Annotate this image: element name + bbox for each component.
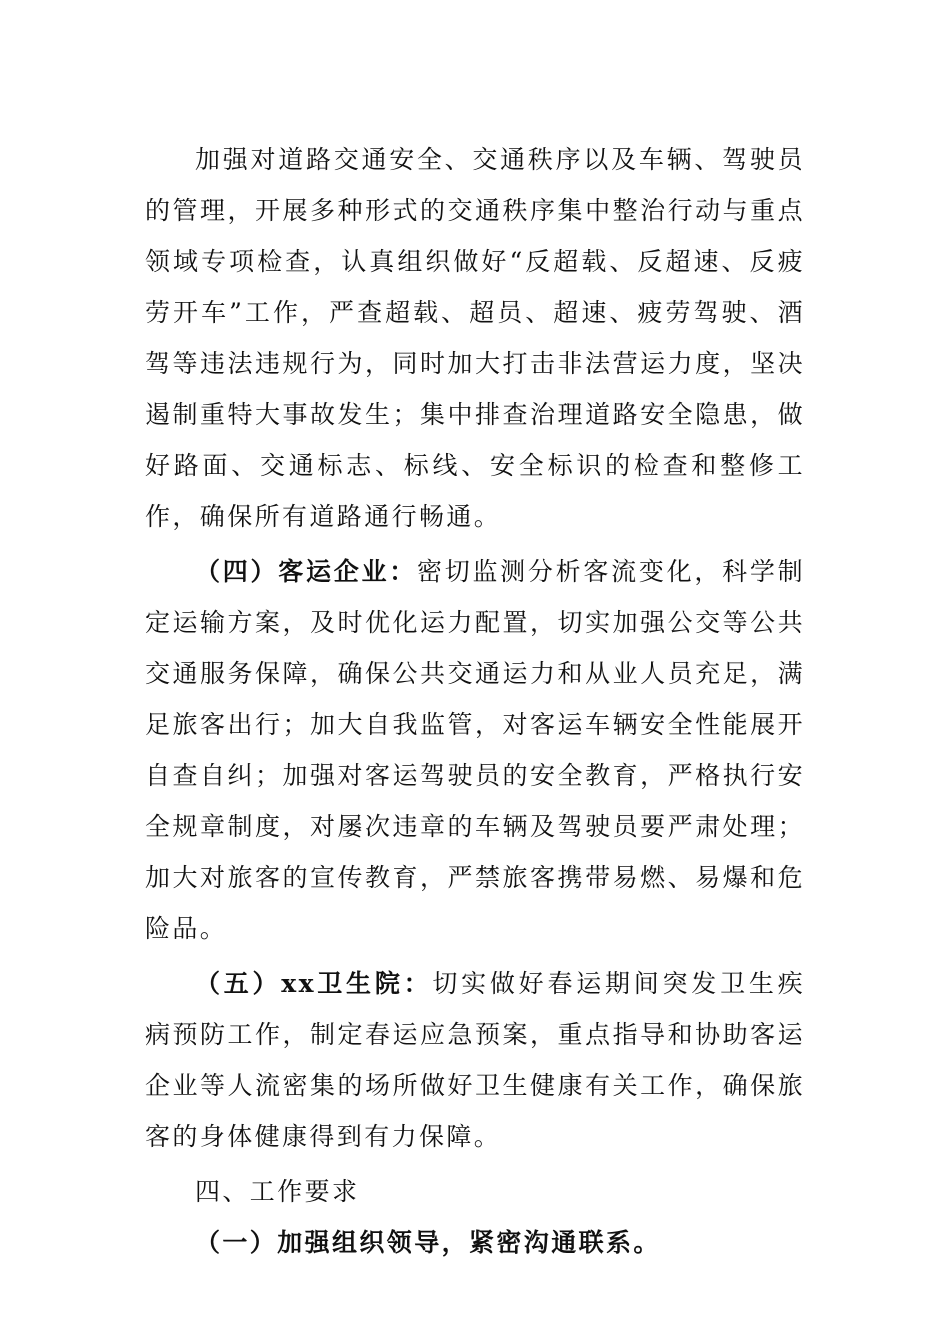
- paragraph-text: 切实做好春运期间突发卫生疾病预防工作，制定春运应急预案，重点指导和协助客运企业等人流密集的场所做好卫生健康有关工作，确保旅客的身体健康得到有力保障。: [145, 969, 806, 1151]
- paragraph-passenger-transport: [145, 546, 805, 954]
- paragraph-health-center: [145, 958, 805, 1162]
- paragraph-text: 加强对道路交通安全、交通秩序以及车辆、驾驶员的管理，开展多种形式的交通秩序集中整治行动与重点领域专项检查，认真组织做好“反超载、反超速、反疲劳开车”工作，严查超载、超员、超速、疲劳驾驶、酒驾等违法违规行为，同时加大打击非法营运力度，坚决遏制重特大事故发生；集中排查治理道路安全隐患，做好路面、交通标志、标线、安全标识的检查和整修工作，确保所有道路通行畅通。: [145, 145, 805, 531]
- paragraph-traffic-police: [145, 134, 805, 542]
- paragraph-lead: （五）xx卫生院：: [195, 969, 433, 998]
- paragraph-lead: （四）客运企业：: [195, 557, 417, 586]
- subsection-heading: （一）加强组织领导，紧密沟通联系。: [195, 1228, 661, 1257]
- paragraph-text: 密切监测分析客流变化，科学制定运输方案，及时优化运力配置，切实加强公交等公共交通服务保障，确保公共交通运力和从业人员充足，满足旅客出行；加大自我监管，对客运车辆安全性能展开自查自纠；加强对客运驾驶员的安全教育，严格执行安全规章制度，对屡次违章的车辆及驾驶员要严肃处理；加大对旅客的宣传教育，严禁旅客携带易燃、易爆和危险品。: [145, 557, 806, 943]
- document-body: [145, 134, 805, 1268]
- section-heading: 四、工作要求: [195, 1177, 360, 1206]
